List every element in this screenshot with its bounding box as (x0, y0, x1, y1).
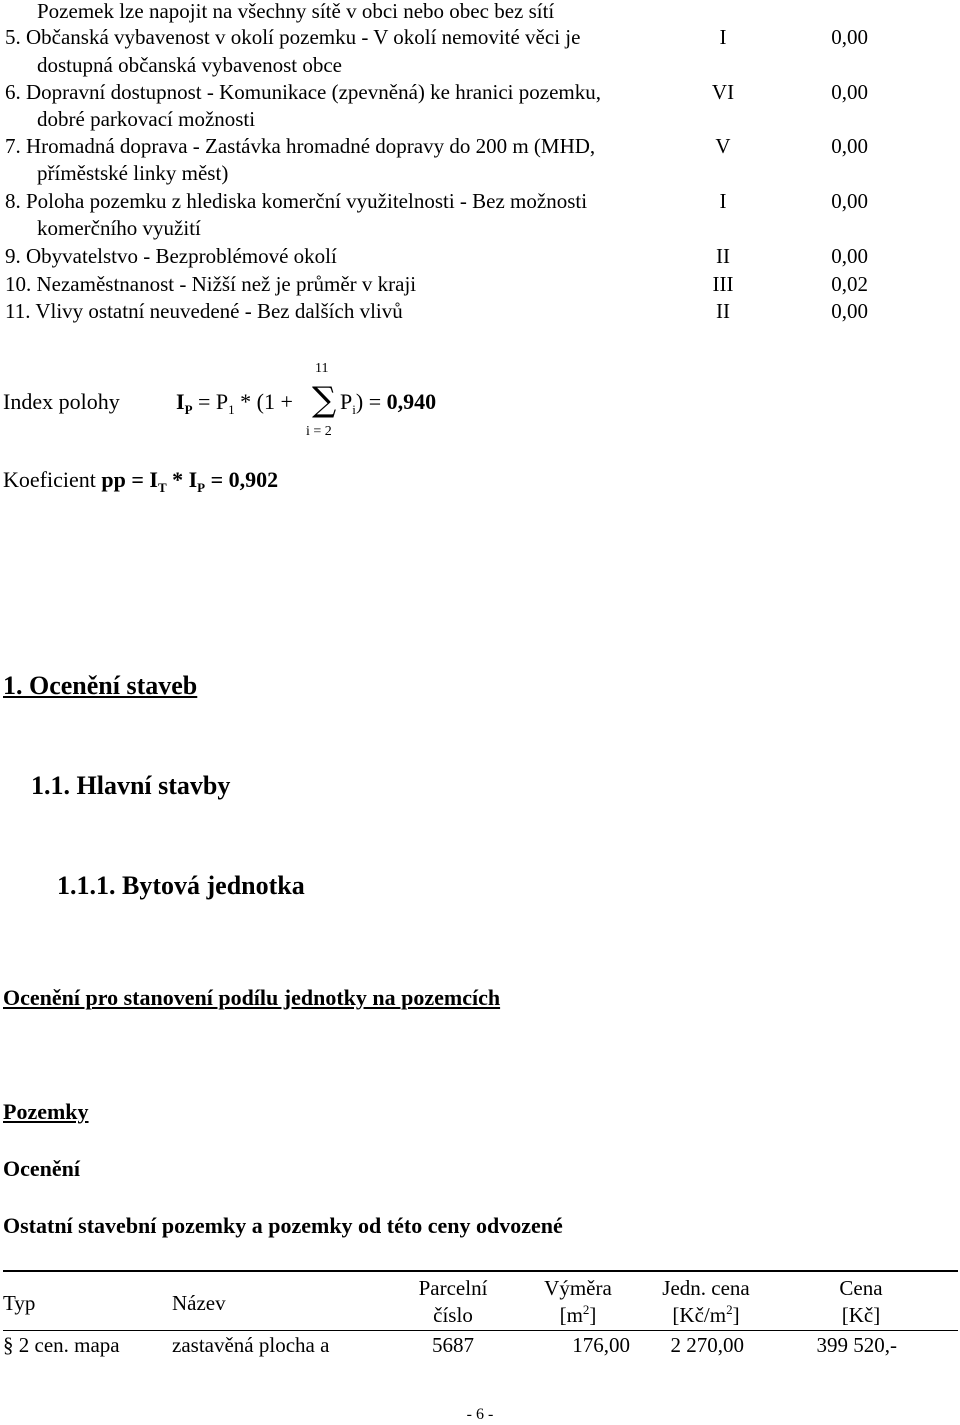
coefficient-line (3, 466, 278, 494)
table-header-rule (3, 1330, 958, 1331)
index-result: 0,940 (386, 389, 437, 414)
heading-bytova-jednotka: 1.1.1. Bytová jednotka (57, 871, 305, 900)
heading-pozemky: Pozemky (3, 1099, 89, 1124)
index-formula (176, 388, 293, 416)
factor-5-value: 0,00 (831, 25, 868, 49)
page-number: - 6 - (466, 1406, 494, 1423)
formula-i-sub: i (352, 402, 356, 417)
col-header-parcelni: Parcelní (418, 1276, 488, 1300)
factor-8-grade: I (719, 189, 727, 213)
sum-lower-limit: i = 2 (306, 424, 332, 439)
vymera-unit-a: [m (559, 1303, 583, 1327)
col-header-jedn-cena: Jedn. cena (662, 1276, 750, 1300)
row-nazev: zastavěná plocha a (172, 1333, 330, 1357)
row-jedn: 2 270,00 (670, 1333, 744, 1357)
index-formula-right (340, 388, 436, 416)
heading-oceneni-staveb: 1. Ocenění staveb (3, 671, 198, 700)
coef-label: Koeficient (3, 467, 102, 492)
row-typ: § 2 cen. mapa (3, 1333, 120, 1357)
coef-result: = 0,902 (205, 467, 279, 492)
sum-upper-limit: 11 (315, 361, 329, 376)
formula-p2: P (340, 389, 353, 414)
factor-5-line1: 5. Občanská vybavenost v okolí pozemku - V okolí nemovité věci je (5, 25, 581, 49)
factor-6-line1: 6. Dopravní dostupnost - Komunikace (zpevněná) ke hranici pozemku, (5, 80, 601, 104)
jedn-unit-a: [Kč/m (672, 1303, 727, 1327)
col-header-vymera: Výměra (544, 1276, 612, 1300)
factor-7-line1: 7. Hromadná doprava - Zastávka hromadné dopravy do 200 m (MHD, (5, 134, 596, 158)
table-top-rule (3, 1270, 958, 1272)
factor-11-line1: 11. Vlivy ostatní neuvedené - Bez dalších vlivů (5, 299, 403, 323)
factor-10-line1: 10. Nezaměstnanost - Nižší než je průměr v kraji (5, 272, 417, 296)
factor-5-line2: dostupná občanská vybavenost obce (37, 53, 343, 77)
coef-pp: pp = I (101, 467, 158, 492)
factor-5-grade: I (719, 25, 727, 49)
factor-11-value: 0,00 (831, 299, 868, 323)
factor-8-line2: komerčního využití (37, 216, 201, 240)
factor-top-line: Pozemek lze napojit na všechny sítě v obci nebo obec bez sítí (37, 0, 555, 23)
sum-sign: ∑ (312, 380, 337, 420)
index-label: Index polohy (3, 389, 120, 414)
heading-oceneni: Ocenění (3, 1156, 80, 1181)
heading-oceneni-podilu: Ocenění pro stanovení podílu jednotky na pozemcích (3, 985, 501, 1010)
coef-star: * I (166, 467, 198, 492)
formula-i: I (176, 389, 185, 414)
factor-7-grade: V (715, 134, 731, 158)
formula-mid: * (1 + (234, 389, 293, 414)
factor-10-value: 0,02 (831, 272, 868, 296)
factor-7-value: 0,00 (831, 134, 868, 158)
col-header-typ: Typ (3, 1291, 36, 1315)
col-header-vymera-unit (530, 1302, 626, 1328)
vymera-unit-sup: 2 (582, 1302, 590, 1317)
factor-10-grade: III (712, 272, 734, 296)
factor-8-line1: 8. Poloha pozemku z hlediska komerční využitelnosti - Bez možnosti (5, 189, 588, 213)
formula-eq1: = P (192, 389, 229, 414)
heading-ostatni-pozemky: Ostatní stavební pozemky a pozemky od této ceny odvozené (3, 1213, 563, 1238)
factor-7-line2: příměstské linky měst) (37, 161, 229, 185)
factor-9-line1: 9. Obyvatelstvo - Bezproblémové okolí (5, 244, 337, 268)
jedn-unit-b: ] (732, 1303, 740, 1327)
col-header-jedn-unit (648, 1302, 764, 1328)
factor-6-line2: dobré parkovací možnosti (37, 107, 256, 131)
formula-one-sub: 1 (228, 402, 235, 417)
factor-6-value: 0,00 (831, 80, 868, 104)
row-cena: 399 520,- (816, 1333, 897, 1357)
row-parcel: 5687 (432, 1333, 474, 1357)
factor-9-value: 0,00 (831, 244, 868, 268)
formula-close: ) = (355, 389, 387, 414)
formula-p-sub: P (184, 402, 193, 417)
col-header-nazev: Název (172, 1291, 226, 1315)
jedn-unit-sup: 2 (726, 1302, 733, 1317)
factor-8-value: 0,00 (831, 189, 868, 213)
coef-p-sub: P (197, 480, 206, 495)
heading-hlavni-stavby: 1.1. Hlavní stavby (31, 771, 231, 800)
vymera-unit-b: ] (589, 1303, 597, 1327)
row-vymera: 176,00 (572, 1333, 630, 1357)
coef-t-sub: T (157, 480, 167, 495)
col-header-cislo: číslo (433, 1303, 473, 1327)
factor-11-grade: II (716, 299, 730, 323)
factor-6-grade: VI (711, 80, 735, 104)
col-header-cena: Cena (839, 1276, 883, 1300)
col-header-cena-unit: [Kč] (841, 1303, 881, 1327)
factor-9-grade: II (716, 244, 730, 268)
